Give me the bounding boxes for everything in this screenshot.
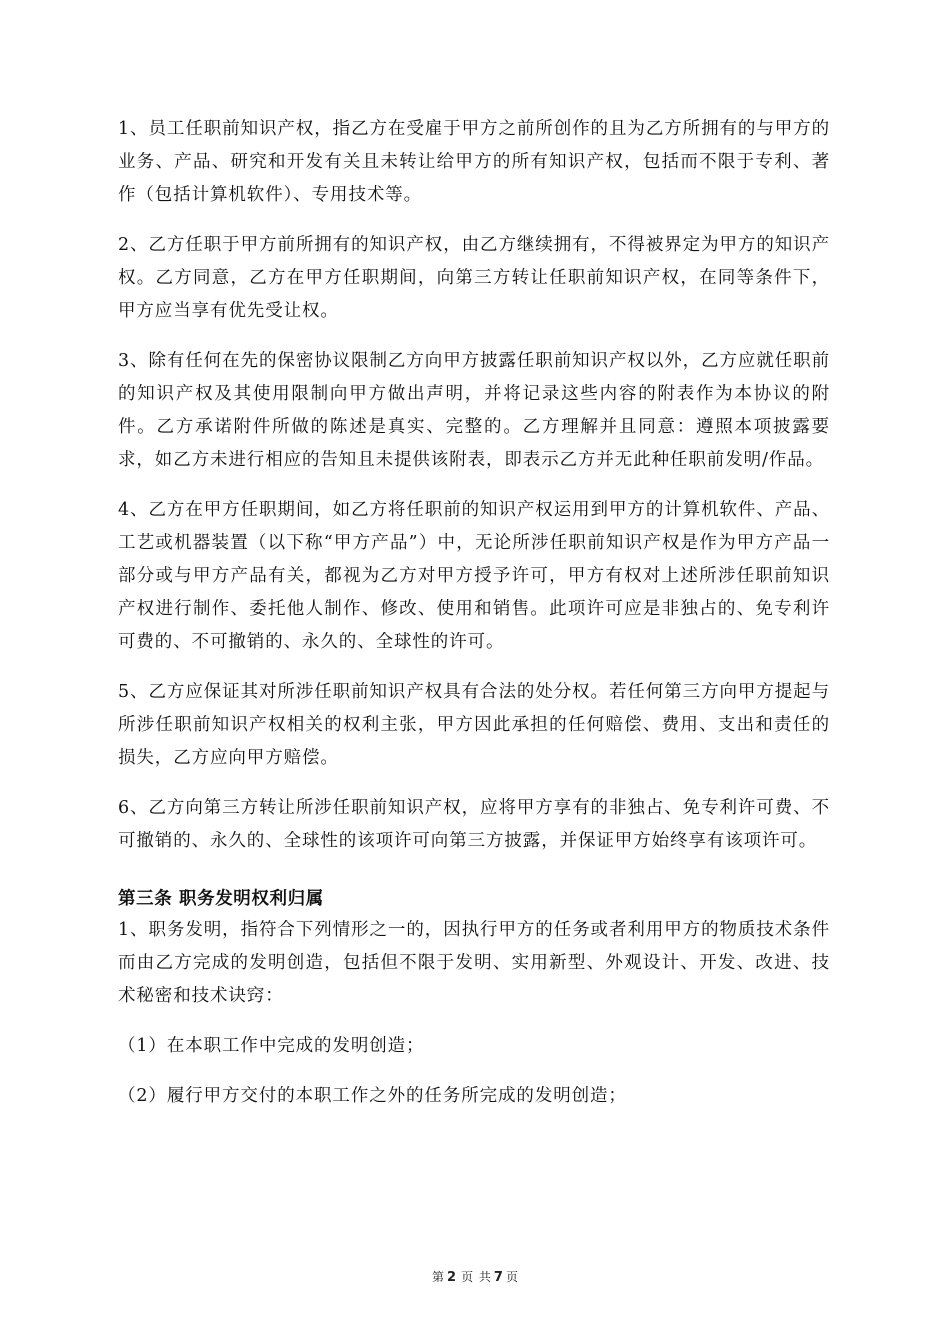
- page-footer: [0, 1268, 950, 1287]
- clause-paragraph-5: 5、乙方应保证其对所涉任职前知识产权具有合法的处分权。若任何第三方向甲方提起与所涉任职前知识产权相关的权利主张，甲方因此承担的任何赔偿、费用、支出和责任的损失，乙方应向甲方赔偿。: [118, 682, 830, 768]
- sub-item-2: （2）履行甲方交付的本职工作之外的任务所完成的发明创造；: [118, 1086, 627, 1106]
- section-heading: 第三条 职务发明权利归属: [118, 889, 324, 909]
- clause-paragraph-4: 4、乙方在甲方任职期间，如乙方将任职前的知识产权运用到甲方的计算机软件、产品、工艺或机器装置（以下称“甲方产品”）中，无论所涉任职前知识产权是作为甲方产品一部分或与甲方产品有关，都视为乙方对甲方授予许可，甲方有权对上述所涉任职前知识产权进行制作、委托他人制作、修改、使用和销售。此项许可应是非独占的、免专利许可费的、不可撤销的、永久的、全球性的许可。: [118, 500, 830, 652]
- clause-paragraph-2: 2、乙方任职于甲方前所拥有的知识产权，由乙方继续拥有，不得被界定为甲方的知识产权。乙方同意，乙方在甲方任职期间，向第三方转让任职前知识产权，在同等条件下，甲方应当享有优先受让权。: [118, 235, 830, 321]
- clause-paragraph-3: 3、除有任何在先的保密协议限制乙方向甲方披露任职前知识产权以外，乙方应就任职前的知识产权及其使用限制向甲方做出声明，并将记录这些内容的附表作为本协议的附件。乙方承诺附件所做的陈述是真实、完整的。乙方理解并且同意：遵照本项披露要求，如乙方未进行相应的告知且未提供该附表，即表示乙方并无此种任职前发明/作品。: [118, 351, 830, 470]
- clause-paragraph-1: 1、员工任职前知识产权，指乙方在受雇于甲方之前所创作的且为乙方所拥有的与甲方的业务、产品、研究和开发有关且未转让给甲方的所有知识产权，包括而不限于专利、著作（包括计算机软件）、专用技术等。: [118, 119, 830, 205]
- footer-total-pages: 7: [493, 1270, 503, 1285]
- footer-page-label: 页: [461, 1270, 474, 1284]
- footer-total-prefix: 共: [478, 1270, 491, 1284]
- footer-suffix: 页: [505, 1270, 518, 1284]
- footer-prefix: 第: [432, 1270, 445, 1284]
- sub-item-1: （1）在本职工作中完成的发明创造；: [118, 1036, 425, 1056]
- section-paragraph: 1、职务发明，指符合下列情形之一的，因执行甲方的任务或者利用甲方的物质技术条件而由乙方完成的发明创造，包括但不限于发明、实用新型、外观设计、开发、改进、技术秘密和技术诀窍：: [118, 920, 830, 1006]
- document-body: [118, 113, 830, 1130]
- footer-current-page: 2: [447, 1270, 457, 1285]
- clause-paragraph-6: 6、乙方向第三方转让所涉任职前知识产权，应将甲方享有的非独占、免专利许可费、不可撤销的、永久的、全球性的该项许可向第三方披露，并保证甲方始终享有该项许可。: [118, 798, 830, 851]
